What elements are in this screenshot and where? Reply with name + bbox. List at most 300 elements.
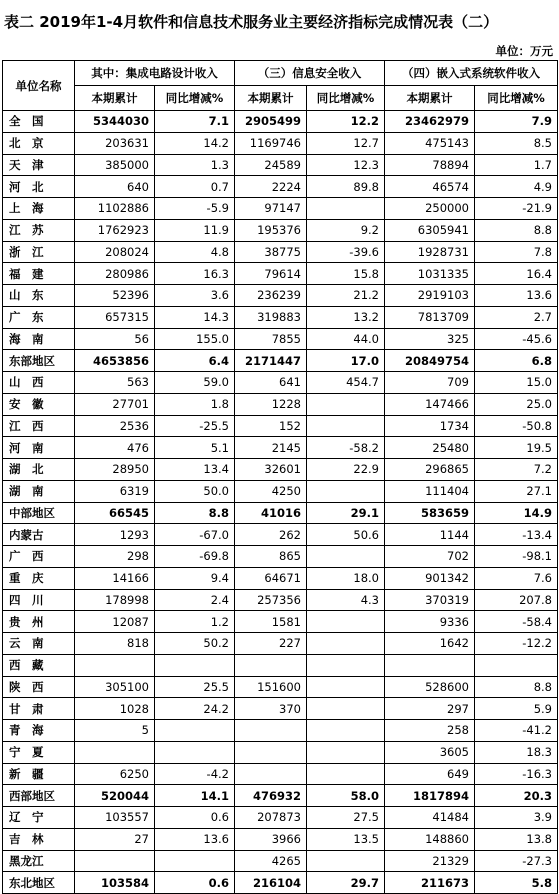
cell-cumulative: 385000: [75, 154, 155, 176]
cell-yoy-change: -21.9: [475, 198, 558, 220]
row-unit-name: 陕 西: [3, 676, 75, 698]
cell-yoy-change: 13.5: [307, 828, 385, 850]
cell-cumulative: 12087: [75, 611, 155, 633]
cell-cumulative: 7855: [235, 328, 307, 350]
cell-cumulative: 56: [75, 328, 155, 350]
cell-cumulative: 7813709: [385, 306, 475, 328]
cell-cumulative: 1581: [235, 611, 307, 633]
cell-yoy-change: 24.2: [155, 698, 235, 720]
cell-cumulative: 702: [385, 546, 475, 568]
cell-yoy-change: 5.1: [155, 437, 235, 459]
cell-cumulative: 640: [75, 176, 155, 198]
cell-yoy-change: 16.3: [155, 263, 235, 285]
cell-cumulative: 520044: [75, 785, 155, 807]
cell-yoy-change: 18.0: [307, 567, 385, 589]
row-unit-name: 山 西: [3, 372, 75, 394]
cell-cumulative: 297: [385, 698, 475, 720]
cell-cumulative: [235, 763, 307, 785]
cell-yoy-change: 13.4: [155, 459, 235, 481]
row-unit-name: 东北地区: [3, 872, 75, 894]
header-cumulative: 本期累计: [235, 86, 307, 111]
cell-cumulative: 901342: [385, 567, 475, 589]
table-row: [3, 850, 558, 872]
row-unit-name: 湖 北: [3, 459, 75, 481]
cell-cumulative: 103557: [75, 807, 155, 829]
cell-cumulative: 709: [385, 372, 475, 394]
cell-cumulative: 2536: [75, 415, 155, 437]
row-unit-name: 内蒙古: [3, 524, 75, 546]
cell-cumulative: 178998: [75, 589, 155, 611]
cell-yoy-change: 7.2: [475, 459, 558, 481]
table-row: [3, 589, 558, 611]
row-unit-name: 安 徽: [3, 393, 75, 415]
cell-yoy-change: 454.7: [307, 372, 385, 394]
cell-yoy-change: 18.3: [475, 741, 558, 763]
row-unit-name: 河 北: [3, 176, 75, 198]
table-row: [3, 698, 558, 720]
cell-cumulative: 1734: [385, 415, 475, 437]
row-unit-name: 河 南: [3, 437, 75, 459]
cell-cumulative: 41016: [235, 502, 307, 524]
cell-yoy-change: [307, 763, 385, 785]
table-row: [3, 480, 558, 502]
cell-yoy-change: 15.0: [475, 372, 558, 394]
cell-yoy-change: 9.4: [155, 567, 235, 589]
table-row: [3, 872, 558, 894]
table-row: [3, 807, 558, 829]
cell-cumulative: 1228: [235, 393, 307, 415]
cell-yoy-change: 27.1: [475, 480, 558, 502]
cell-cumulative: 818: [75, 633, 155, 655]
cell-yoy-change: [307, 393, 385, 415]
cell-yoy-change: [307, 415, 385, 437]
cell-cumulative: 21329: [385, 850, 475, 872]
cell-cumulative: 152: [235, 415, 307, 437]
cell-yoy-change: -58.2: [307, 437, 385, 459]
cell-yoy-change: 1.2: [155, 611, 235, 633]
cell-cumulative: 1102886: [75, 198, 155, 220]
row-unit-name: 北 京: [3, 132, 75, 154]
cell-cumulative: 9336: [385, 611, 475, 633]
table-row: [3, 785, 558, 807]
cell-cumulative: 203631: [75, 132, 155, 154]
cell-cumulative: 24589: [235, 154, 307, 176]
table-row: [3, 502, 558, 524]
cell-yoy-change: 15.8: [307, 263, 385, 285]
table-row: [3, 393, 558, 415]
row-unit-name: 辽 宁: [3, 807, 75, 829]
cell-yoy-change: -12.2: [475, 633, 558, 655]
cell-yoy-change: 12.3: [307, 154, 385, 176]
cell-yoy-change: 2.7: [475, 306, 558, 328]
cell-yoy-change: 50.2: [155, 633, 235, 655]
cell-cumulative: 649: [385, 763, 475, 785]
table-row: [3, 763, 558, 785]
cell-yoy-change: 5.9: [475, 698, 558, 720]
row-unit-name: 上 海: [3, 198, 75, 220]
cell-cumulative: 25480: [385, 437, 475, 459]
cell-yoy-change: 13.2: [307, 306, 385, 328]
cell-yoy-change: -13.4: [475, 524, 558, 546]
row-unit-name: 江 西: [3, 415, 75, 437]
cell-cumulative: 563: [75, 372, 155, 394]
cell-yoy-change: 12.7: [307, 132, 385, 154]
cell-yoy-change: -27.3: [475, 850, 558, 872]
cell-yoy-change: 20.3: [475, 785, 558, 807]
cell-yoy-change: -69.8: [155, 546, 235, 568]
cell-yoy-change: 8.8: [155, 502, 235, 524]
cell-cumulative: [75, 741, 155, 763]
cell-cumulative: 475143: [385, 132, 475, 154]
cell-yoy-change: 6.4: [155, 350, 235, 372]
table-row: [3, 241, 558, 263]
cell-yoy-change: [307, 741, 385, 763]
cell-yoy-change: 1.3: [155, 154, 235, 176]
cell-yoy-change: -39.6: [307, 241, 385, 263]
cell-cumulative: 52396: [75, 285, 155, 307]
cell-yoy-change: 155.0: [155, 328, 235, 350]
row-unit-name: 海 南: [3, 328, 75, 350]
row-unit-name: 广 西: [3, 546, 75, 568]
cell-yoy-change: 3.6: [155, 285, 235, 307]
cell-yoy-change: 9.2: [307, 219, 385, 241]
cell-yoy-change: 7.9: [475, 111, 558, 133]
cell-cumulative: 148860: [385, 828, 475, 850]
cell-cumulative: 27: [75, 828, 155, 850]
cell-yoy-change: 89.8: [307, 176, 385, 198]
cell-yoy-change: [307, 720, 385, 742]
cell-yoy-change: -41.2: [475, 720, 558, 742]
cell-cumulative: 27701: [75, 393, 155, 415]
cell-cumulative: 280986: [75, 263, 155, 285]
cell-cumulative: 1293: [75, 524, 155, 546]
cell-yoy-change: 12.2: [307, 111, 385, 133]
cell-cumulative: 6250: [75, 763, 155, 785]
cell-yoy-change: 4.3: [307, 589, 385, 611]
cell-yoy-change: 5.8: [475, 872, 558, 894]
cell-yoy-change: 207.8: [475, 589, 558, 611]
cell-cumulative: 583659: [385, 502, 475, 524]
header-yoy-change: 同比增减%: [155, 86, 235, 111]
row-unit-name: 重 庆: [3, 567, 75, 589]
cell-yoy-change: 25.0: [475, 393, 558, 415]
table-row: [3, 567, 558, 589]
cell-cumulative: 1762923: [75, 219, 155, 241]
cell-cumulative: 4265: [235, 850, 307, 872]
cell-cumulative: 325: [385, 328, 475, 350]
row-unit-name: 广 东: [3, 306, 75, 328]
cell-yoy-change: 4.8: [155, 241, 235, 263]
cell-yoy-change: 29.7: [307, 872, 385, 894]
cell-yoy-change: 13.8: [475, 828, 558, 850]
cell-cumulative: 147466: [385, 393, 475, 415]
row-unit-name: 黑龙江: [3, 850, 75, 872]
cell-yoy-change: 8.5: [475, 132, 558, 154]
table-row: [3, 198, 558, 220]
cell-cumulative: 641: [235, 372, 307, 394]
cell-yoy-change: 22.9: [307, 459, 385, 481]
table-row: [3, 285, 558, 307]
cell-cumulative: 103584: [75, 872, 155, 894]
cell-cumulative: 111404: [385, 480, 475, 502]
cell-yoy-change: [307, 198, 385, 220]
cell-yoy-change: 1.8: [155, 393, 235, 415]
cell-cumulative: 258: [385, 720, 475, 742]
indicator-table: [2, 60, 558, 894]
cell-cumulative: 319883: [235, 306, 307, 328]
row-unit-name: 云 南: [3, 633, 75, 655]
cell-yoy-change: 25.5: [155, 676, 235, 698]
row-unit-name: 西部地区: [3, 785, 75, 807]
cell-yoy-change: 1.7: [475, 154, 558, 176]
cell-cumulative: 23462979: [385, 111, 475, 133]
cell-cumulative: 64671: [235, 567, 307, 589]
cell-yoy-change: 4.9: [475, 176, 558, 198]
cell-cumulative: 2145: [235, 437, 307, 459]
table-row: [3, 415, 558, 437]
cell-cumulative: 3605: [385, 741, 475, 763]
cell-yoy-change: [307, 654, 385, 676]
cell-cumulative: 3966: [235, 828, 307, 850]
cell-yoy-change: [307, 676, 385, 698]
row-unit-name: 浙 江: [3, 241, 75, 263]
row-unit-name: 西 藏: [3, 654, 75, 676]
cell-yoy-change: 7.8: [475, 241, 558, 263]
cell-cumulative: [235, 720, 307, 742]
cell-cumulative: 5: [75, 720, 155, 742]
cell-yoy-change: 50.6: [307, 524, 385, 546]
cell-yoy-change: 50.0: [155, 480, 235, 502]
header-cumulative: 本期累计: [385, 86, 475, 111]
row-unit-name: 青 海: [3, 720, 75, 742]
cell-cumulative: 28950: [75, 459, 155, 481]
cell-cumulative: 305100: [75, 676, 155, 698]
cell-yoy-change: 11.9: [155, 219, 235, 241]
cell-yoy-change: -45.6: [475, 328, 558, 350]
cell-cumulative: 476932: [235, 785, 307, 807]
cell-yoy-change: 59.0: [155, 372, 235, 394]
table-row: [3, 459, 558, 481]
cell-cumulative: 1642: [385, 633, 475, 655]
cell-yoy-change: -16.3: [475, 763, 558, 785]
cell-cumulative: 1817894: [385, 785, 475, 807]
cell-cumulative: 1144: [385, 524, 475, 546]
cell-yoy-change: 14.9: [475, 502, 558, 524]
row-unit-name: 贵 州: [3, 611, 75, 633]
cell-cumulative: 20849754: [385, 350, 475, 372]
cell-cumulative: 38775: [235, 241, 307, 263]
cell-cumulative: [75, 850, 155, 872]
cell-yoy-change: 0.6: [155, 807, 235, 829]
cell-yoy-change: [155, 741, 235, 763]
row-unit-name: 新 疆: [3, 763, 75, 785]
header-group-ic-design: 其中：集成电路设计收入: [75, 61, 235, 86]
table-row: [3, 176, 558, 198]
row-unit-name: 宁 夏: [3, 741, 75, 763]
row-unit-name: 全 国: [3, 111, 75, 133]
header-cumulative: 本期累计: [75, 86, 155, 111]
cell-cumulative: 6319: [75, 480, 155, 502]
cell-cumulative: 97147: [235, 198, 307, 220]
cell-cumulative: 262: [235, 524, 307, 546]
table-row: [3, 654, 558, 676]
table-row: [3, 132, 558, 154]
cell-yoy-change: 14.2: [155, 132, 235, 154]
cell-cumulative: 4250: [235, 480, 307, 502]
cell-cumulative: 227: [235, 633, 307, 655]
row-unit-name: 湖 南: [3, 480, 75, 502]
header-group-info-security: （三）信息安全收入: [235, 61, 385, 86]
cell-yoy-change: -5.9: [155, 198, 235, 220]
row-unit-name: 甘 肃: [3, 698, 75, 720]
cell-yoy-change: 21.2: [307, 285, 385, 307]
cell-cumulative: 257356: [235, 589, 307, 611]
cell-yoy-change: [475, 654, 558, 676]
cell-yoy-change: 17.0: [307, 350, 385, 372]
cell-cumulative: 528600: [385, 676, 475, 698]
cell-cumulative: 250000: [385, 198, 475, 220]
cell-cumulative: [235, 654, 307, 676]
cell-cumulative: 216104: [235, 872, 307, 894]
table-row: [3, 219, 558, 241]
cell-yoy-change: 44.0: [307, 328, 385, 350]
table-title: 表二 2019年1-4月软件和信息技术服务业主要经济指标完成情况表（二）: [4, 13, 499, 31]
cell-yoy-change: 7.1: [155, 111, 235, 133]
cell-cumulative: 865: [235, 546, 307, 568]
cell-yoy-change: -98.1: [475, 546, 558, 568]
cell-cumulative: 211673: [385, 872, 475, 894]
cell-cumulative: 207873: [235, 807, 307, 829]
row-unit-name: 中部地区: [3, 502, 75, 524]
cell-yoy-change: 58.0: [307, 785, 385, 807]
cell-cumulative: 4653856: [75, 350, 155, 372]
cell-cumulative: 2919103: [385, 285, 475, 307]
table-row: [3, 437, 558, 459]
cell-cumulative: 1169746: [235, 132, 307, 154]
cell-cumulative: 66545: [75, 502, 155, 524]
cell-yoy-change: 27.5: [307, 807, 385, 829]
cell-yoy-change: [307, 698, 385, 720]
cell-cumulative: [385, 654, 475, 676]
cell-yoy-change: 3.9: [475, 807, 558, 829]
row-unit-name: 吉 林: [3, 828, 75, 850]
header-yoy-change: 同比增减%: [475, 86, 558, 111]
cell-cumulative: 1928731: [385, 241, 475, 263]
row-unit-name: 东部地区: [3, 350, 75, 372]
cell-yoy-change: [155, 720, 235, 742]
cell-cumulative: 2171447: [235, 350, 307, 372]
table-row: [3, 306, 558, 328]
cell-cumulative: 296865: [385, 459, 475, 481]
header-group-embedded-software: （四）嵌入式系统软件收入: [385, 61, 558, 86]
cell-yoy-change: 16.4: [475, 263, 558, 285]
cell-cumulative: [75, 654, 155, 676]
table-row: [3, 524, 558, 546]
unit-label: 单位：万元: [495, 44, 553, 58]
cell-cumulative: 32601: [235, 459, 307, 481]
cell-yoy-change: [307, 480, 385, 502]
cell-cumulative: 78894: [385, 154, 475, 176]
cell-cumulative: 46574: [385, 176, 475, 198]
cell-yoy-change: [307, 850, 385, 872]
row-unit-name: 四 川: [3, 589, 75, 611]
cell-cumulative: 2224: [235, 176, 307, 198]
cell-cumulative: 2905499: [235, 111, 307, 133]
row-unit-name: 山 东: [3, 285, 75, 307]
cell-yoy-change: 14.3: [155, 306, 235, 328]
table-row: [3, 350, 558, 372]
cell-yoy-change: -58.4: [475, 611, 558, 633]
table-row: [3, 720, 558, 742]
cell-cumulative: 298: [75, 546, 155, 568]
cell-yoy-change: 6.8: [475, 350, 558, 372]
cell-yoy-change: 8.8: [475, 676, 558, 698]
table-row: [3, 111, 558, 133]
cell-cumulative: 195376: [235, 219, 307, 241]
cell-cumulative: 1031335: [385, 263, 475, 285]
cell-yoy-change: [307, 611, 385, 633]
cell-cumulative: 236239: [235, 285, 307, 307]
row-unit-name: 江 苏: [3, 219, 75, 241]
cell-yoy-change: -4.2: [155, 763, 235, 785]
cell-cumulative: 41484: [385, 807, 475, 829]
cell-cumulative: 476: [75, 437, 155, 459]
cell-yoy-change: [307, 546, 385, 568]
cell-yoy-change: 14.1: [155, 785, 235, 807]
cell-yoy-change: [307, 633, 385, 655]
cell-cumulative: 370: [235, 698, 307, 720]
table-row: [3, 633, 558, 655]
cell-cumulative: 5344030: [75, 111, 155, 133]
cell-yoy-change: 2.4: [155, 589, 235, 611]
cell-yoy-change: -67.0: [155, 524, 235, 546]
cell-yoy-change: 0.6: [155, 872, 235, 894]
cell-cumulative: 151600: [235, 676, 307, 698]
table-row: [3, 676, 558, 698]
cell-yoy-change: 7.6: [475, 567, 558, 589]
table-row: [3, 372, 558, 394]
cell-cumulative: 1028: [75, 698, 155, 720]
cell-yoy-change: 29.1: [307, 502, 385, 524]
table-row: [3, 828, 558, 850]
cell-yoy-change: 13.6: [475, 285, 558, 307]
header-yoy-change: 同比增减%: [307, 86, 385, 111]
cell-cumulative: 657315: [75, 306, 155, 328]
cell-cumulative: 14166: [75, 567, 155, 589]
table-body: [3, 111, 558, 894]
cell-yoy-change: -25.5: [155, 415, 235, 437]
cell-cumulative: 79614: [235, 263, 307, 285]
cell-yoy-change: [155, 654, 235, 676]
cell-cumulative: 370319: [385, 589, 475, 611]
table-row: [3, 263, 558, 285]
table-row: [3, 328, 558, 350]
row-unit-name: 天 津: [3, 154, 75, 176]
row-unit-name: 福 建: [3, 263, 75, 285]
table-row: [3, 741, 558, 763]
cell-cumulative: 6305941: [385, 219, 475, 241]
table-row: [3, 546, 558, 568]
cell-yoy-change: -50.8: [475, 415, 558, 437]
header-unit-name: 单位名称: [3, 61, 75, 111]
cell-yoy-change: [155, 850, 235, 872]
table-row: [3, 611, 558, 633]
cell-yoy-change: 19.5: [475, 437, 558, 459]
cell-yoy-change: 13.6: [155, 828, 235, 850]
cell-yoy-change: 0.7: [155, 176, 235, 198]
cell-cumulative: [235, 741, 307, 763]
cell-cumulative: 208024: [75, 241, 155, 263]
